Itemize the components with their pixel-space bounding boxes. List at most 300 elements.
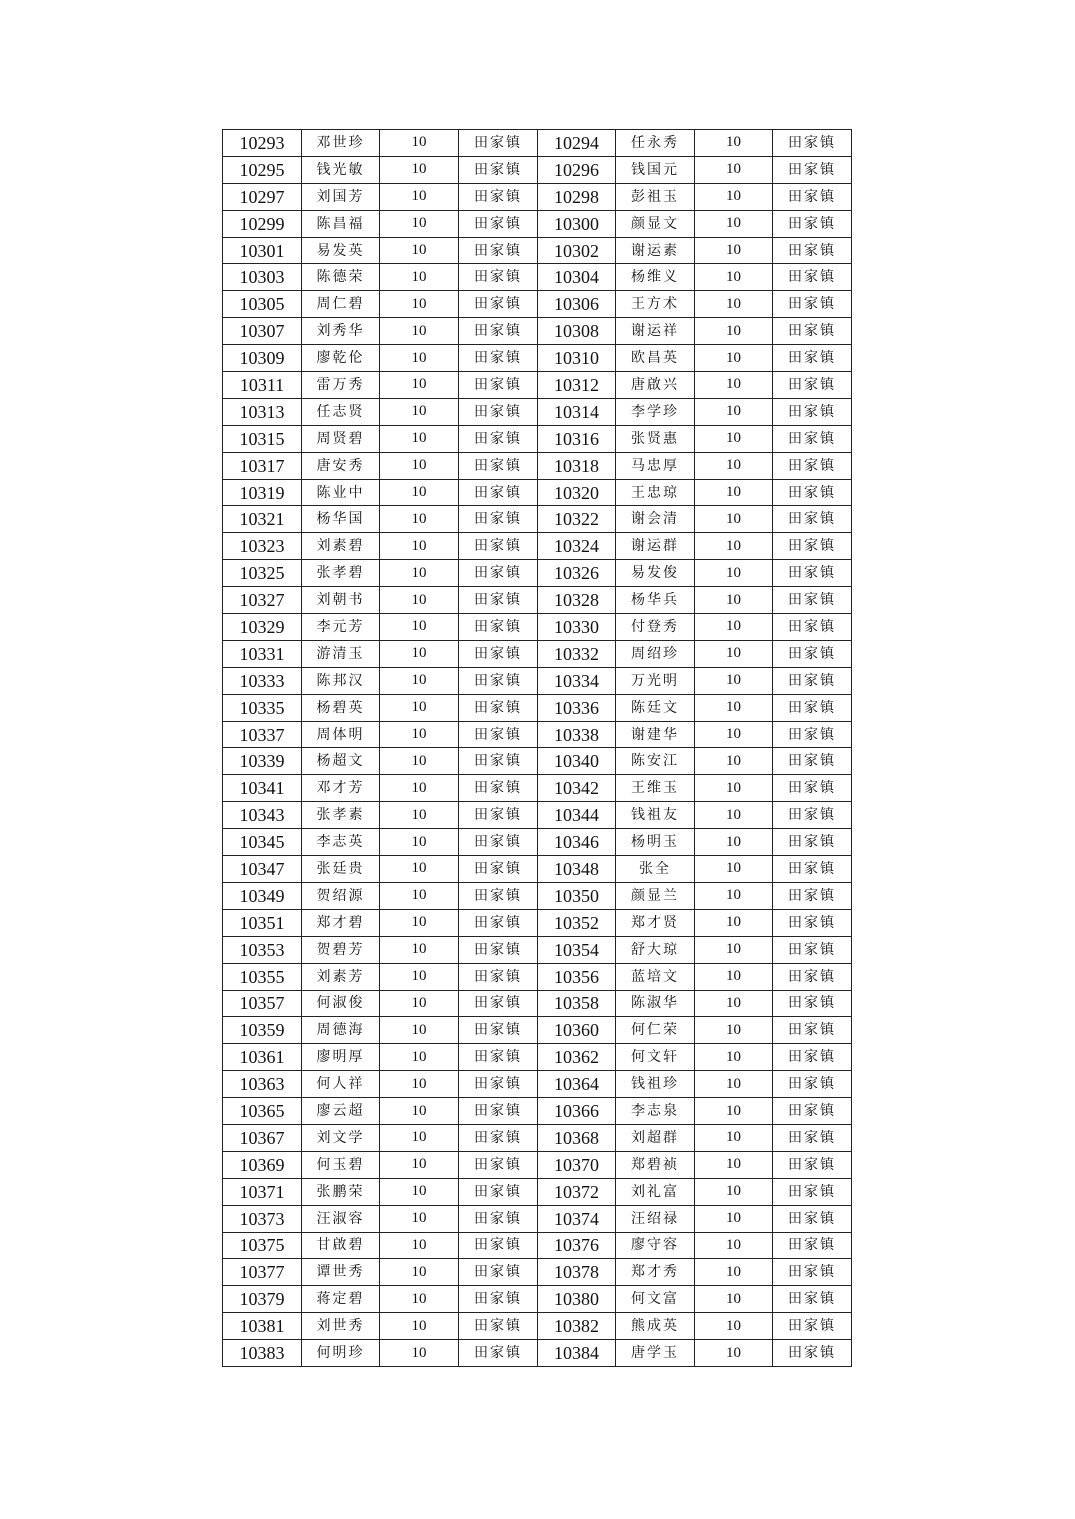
name-cell: 游清玉 (302, 640, 380, 667)
record-id-cell: 10346 (538, 829, 616, 856)
name-cell: 钱国元 (616, 156, 695, 183)
name-cell: 陈廷文 (616, 694, 695, 721)
town-cell: 田家镇 (459, 1313, 538, 1340)
value-cell: 10 (380, 1232, 459, 1259)
record-id-cell: 10298 (538, 183, 616, 210)
table-row (223, 506, 852, 533)
record-id-cell: 10351 (223, 909, 302, 936)
table-row (223, 909, 852, 936)
name-cell: 张孝素 (302, 802, 380, 829)
value-cell: 10 (695, 264, 773, 291)
name-cell: 蒋定碧 (302, 1286, 380, 1313)
record-id-cell: 10375 (223, 1232, 302, 1259)
town-cell: 田家镇 (773, 1098, 852, 1125)
value-cell: 10 (380, 1098, 459, 1125)
record-id-cell: 10363 (223, 1071, 302, 1098)
value-cell: 10 (380, 452, 459, 479)
table-row (223, 345, 852, 372)
record-id-cell: 10352 (538, 909, 616, 936)
value-cell: 10 (695, 1205, 773, 1232)
value-cell: 10 (380, 748, 459, 775)
name-cell: 杨华兵 (616, 587, 695, 614)
record-id-cell: 10328 (538, 587, 616, 614)
record-id-cell: 10366 (538, 1098, 616, 1125)
name-cell: 廖明厚 (302, 1044, 380, 1071)
table-row (223, 748, 852, 775)
name-cell: 何仁荣 (616, 1017, 695, 1044)
name-cell: 张孝碧 (302, 560, 380, 587)
value-cell: 10 (380, 398, 459, 425)
name-cell: 熊成英 (616, 1313, 695, 1340)
table-row (223, 1178, 852, 1205)
name-cell: 汪绍禄 (616, 1205, 695, 1232)
name-cell: 唐啟兴 (616, 372, 695, 399)
name-cell: 郑才贤 (616, 909, 695, 936)
name-cell: 刘超群 (616, 1124, 695, 1151)
record-id-cell: 10335 (223, 694, 302, 721)
town-cell: 田家镇 (459, 156, 538, 183)
value-cell: 10 (380, 1340, 459, 1367)
record-id-cell: 10345 (223, 829, 302, 856)
record-id-cell: 10318 (538, 452, 616, 479)
value-cell: 10 (695, 694, 773, 721)
value-cell: 10 (380, 1017, 459, 1044)
town-cell: 田家镇 (459, 936, 538, 963)
roster-body (223, 130, 852, 1367)
town-cell: 田家镇 (773, 183, 852, 210)
name-cell: 刘秀华 (302, 318, 380, 345)
table-row (223, 963, 852, 990)
name-cell: 任志贤 (302, 398, 380, 425)
value-cell: 10 (695, 237, 773, 264)
value-cell: 10 (695, 1017, 773, 1044)
town-cell: 田家镇 (459, 1286, 538, 1313)
town-cell: 田家镇 (773, 398, 852, 425)
value-cell: 10 (695, 1259, 773, 1286)
town-cell: 田家镇 (773, 775, 852, 802)
record-id-cell: 10364 (538, 1071, 616, 1098)
table-row (223, 1232, 852, 1259)
town-cell: 田家镇 (459, 882, 538, 909)
table-row (223, 291, 852, 318)
town-cell: 田家镇 (773, 990, 852, 1017)
name-cell: 颜显兰 (616, 882, 695, 909)
value-cell: 10 (380, 1151, 459, 1178)
name-cell: 周贤碧 (302, 425, 380, 452)
record-id-cell: 10297 (223, 183, 302, 210)
value-cell: 10 (380, 990, 459, 1017)
name-cell: 郑才秀 (616, 1259, 695, 1286)
name-cell: 廖乾伦 (302, 345, 380, 372)
town-cell: 田家镇 (459, 264, 538, 291)
value-cell: 10 (695, 533, 773, 560)
record-id-cell: 10313 (223, 398, 302, 425)
value-cell: 10 (380, 506, 459, 533)
town-cell: 田家镇 (773, 963, 852, 990)
town-cell: 田家镇 (773, 156, 852, 183)
table-row (223, 990, 852, 1017)
record-id-cell: 10383 (223, 1340, 302, 1367)
record-id-cell: 10348 (538, 856, 616, 883)
name-cell: 谢运群 (616, 533, 695, 560)
town-cell: 田家镇 (459, 372, 538, 399)
name-cell: 陈邦汉 (302, 667, 380, 694)
table-row (223, 560, 852, 587)
value-cell: 10 (380, 264, 459, 291)
record-id-cell: 10382 (538, 1313, 616, 1340)
town-cell: 田家镇 (459, 856, 538, 883)
town-cell: 田家镇 (773, 1178, 852, 1205)
value-cell: 10 (380, 318, 459, 345)
roster-table (222, 129, 852, 1367)
record-id-cell: 10339 (223, 748, 302, 775)
name-cell: 刘礼富 (616, 1178, 695, 1205)
town-cell: 田家镇 (773, 237, 852, 264)
table-row (223, 936, 852, 963)
value-cell: 10 (695, 721, 773, 748)
name-cell: 何玉碧 (302, 1151, 380, 1178)
value-cell: 10 (695, 156, 773, 183)
record-id-cell: 10349 (223, 882, 302, 909)
record-id-cell: 10353 (223, 936, 302, 963)
name-cell: 李志英 (302, 829, 380, 856)
table-row (223, 1313, 852, 1340)
name-cell: 易发英 (302, 237, 380, 264)
name-cell: 万光明 (616, 667, 695, 694)
value-cell: 10 (380, 640, 459, 667)
name-cell: 周体明 (302, 721, 380, 748)
value-cell: 10 (380, 1286, 459, 1313)
name-cell: 张廷贵 (302, 856, 380, 883)
town-cell: 田家镇 (459, 829, 538, 856)
town-cell: 田家镇 (773, 614, 852, 641)
name-cell: 郑才碧 (302, 909, 380, 936)
value-cell: 10 (695, 1178, 773, 1205)
name-cell: 邓才芳 (302, 775, 380, 802)
name-cell: 雷万秀 (302, 372, 380, 399)
table-row (223, 775, 852, 802)
name-cell: 杨华国 (302, 506, 380, 533)
value-cell: 10 (380, 936, 459, 963)
value-cell: 10 (695, 829, 773, 856)
name-cell: 贺绍源 (302, 882, 380, 909)
town-cell: 田家镇 (773, 640, 852, 667)
town-cell: 田家镇 (459, 479, 538, 506)
value-cell: 10 (695, 1151, 773, 1178)
value-cell: 10 (695, 990, 773, 1017)
record-id-cell: 10317 (223, 452, 302, 479)
table-row (223, 130, 852, 157)
value-cell: 10 (380, 856, 459, 883)
name-cell: 彭祖玉 (616, 183, 695, 210)
town-cell: 田家镇 (459, 1178, 538, 1205)
town-cell: 田家镇 (459, 587, 538, 614)
name-cell: 何文轩 (616, 1044, 695, 1071)
value-cell: 10 (380, 156, 459, 183)
value-cell: 10 (380, 130, 459, 157)
record-id-cell: 10355 (223, 963, 302, 990)
table-row (223, 587, 852, 614)
value-cell: 10 (695, 291, 773, 318)
name-cell: 杨明玉 (616, 829, 695, 856)
value-cell: 10 (695, 506, 773, 533)
name-cell: 刘朝书 (302, 587, 380, 614)
value-cell: 10 (380, 1178, 459, 1205)
value-cell: 10 (380, 345, 459, 372)
town-cell: 田家镇 (459, 237, 538, 264)
value-cell: 10 (380, 802, 459, 829)
town-cell: 田家镇 (773, 1286, 852, 1313)
town-cell: 田家镇 (773, 210, 852, 237)
table-row (223, 1098, 852, 1125)
value-cell: 10 (380, 291, 459, 318)
record-id-cell: 10381 (223, 1313, 302, 1340)
town-cell: 田家镇 (773, 829, 852, 856)
town-cell: 田家镇 (459, 318, 538, 345)
record-id-cell: 10376 (538, 1232, 616, 1259)
value-cell: 10 (380, 533, 459, 560)
town-cell: 田家镇 (459, 1232, 538, 1259)
name-cell: 王忠琼 (616, 479, 695, 506)
value-cell: 10 (695, 748, 773, 775)
name-cell: 张鹏荣 (302, 1178, 380, 1205)
name-cell: 欧昌英 (616, 345, 695, 372)
town-cell: 田家镇 (773, 721, 852, 748)
town-cell: 田家镇 (459, 694, 538, 721)
value-cell: 10 (695, 210, 773, 237)
name-cell: 杨碧英 (302, 694, 380, 721)
value-cell: 10 (695, 398, 773, 425)
town-cell: 田家镇 (459, 667, 538, 694)
town-cell: 田家镇 (773, 1017, 852, 1044)
value-cell: 10 (380, 1259, 459, 1286)
value-cell: 10 (380, 909, 459, 936)
table-row (223, 1044, 852, 1071)
record-id-cell: 10309 (223, 345, 302, 372)
town-cell: 田家镇 (459, 721, 538, 748)
record-id-cell: 10374 (538, 1205, 616, 1232)
value-cell: 10 (380, 237, 459, 264)
table-row (223, 1259, 852, 1286)
table-row (223, 237, 852, 264)
town-cell: 田家镇 (459, 990, 538, 1017)
town-cell: 田家镇 (773, 291, 852, 318)
record-id-cell: 10365 (223, 1098, 302, 1125)
record-id-cell: 10295 (223, 156, 302, 183)
town-cell: 田家镇 (459, 210, 538, 237)
name-cell: 张贤惠 (616, 425, 695, 452)
value-cell: 10 (380, 721, 459, 748)
record-id-cell: 10342 (538, 775, 616, 802)
name-cell: 李元芳 (302, 614, 380, 641)
record-id-cell: 10380 (538, 1286, 616, 1313)
value-cell: 10 (380, 479, 459, 506)
value-cell: 10 (695, 775, 773, 802)
table-row (223, 210, 852, 237)
name-cell: 唐安秀 (302, 452, 380, 479)
name-cell: 廖云超 (302, 1098, 380, 1125)
table-row (223, 425, 852, 452)
value-cell: 10 (695, 318, 773, 345)
town-cell: 田家镇 (773, 587, 852, 614)
name-cell: 刘文学 (302, 1124, 380, 1151)
record-id-cell: 10360 (538, 1017, 616, 1044)
record-id-cell: 10368 (538, 1124, 616, 1151)
name-cell: 钱祖友 (616, 802, 695, 829)
table-row (223, 156, 852, 183)
name-cell: 付登秀 (616, 614, 695, 641)
record-id-cell: 10301 (223, 237, 302, 264)
value-cell: 10 (380, 1205, 459, 1232)
record-id-cell: 10330 (538, 614, 616, 641)
value-cell: 10 (695, 1313, 773, 1340)
record-id-cell: 10312 (538, 372, 616, 399)
name-cell: 李志泉 (616, 1098, 695, 1125)
record-id-cell: 10321 (223, 506, 302, 533)
table-row (223, 1286, 852, 1313)
record-id-cell: 10331 (223, 640, 302, 667)
town-cell: 田家镇 (459, 748, 538, 775)
record-id-cell: 10325 (223, 560, 302, 587)
record-id-cell: 10322 (538, 506, 616, 533)
town-cell: 田家镇 (773, 667, 852, 694)
value-cell: 10 (695, 1071, 773, 1098)
record-id-cell: 10378 (538, 1259, 616, 1286)
record-id-cell: 10315 (223, 425, 302, 452)
town-cell: 田家镇 (773, 802, 852, 829)
town-cell: 田家镇 (773, 1071, 852, 1098)
table-row (223, 372, 852, 399)
value-cell: 10 (380, 614, 459, 641)
value-cell: 10 (380, 425, 459, 452)
table-row (223, 479, 852, 506)
town-cell: 田家镇 (459, 533, 538, 560)
name-cell: 王方术 (616, 291, 695, 318)
record-id-cell: 10371 (223, 1178, 302, 1205)
table-row (223, 694, 852, 721)
record-id-cell: 10359 (223, 1017, 302, 1044)
record-id-cell: 10340 (538, 748, 616, 775)
record-id-cell: 10372 (538, 1178, 616, 1205)
record-id-cell: 10354 (538, 936, 616, 963)
table-row (223, 1151, 852, 1178)
record-id-cell: 10337 (223, 721, 302, 748)
record-id-cell: 10367 (223, 1124, 302, 1151)
record-id-cell: 10361 (223, 1044, 302, 1071)
record-id-cell: 10369 (223, 1151, 302, 1178)
name-cell: 钱光敏 (302, 156, 380, 183)
value-cell: 10 (380, 694, 459, 721)
name-cell: 陈德荣 (302, 264, 380, 291)
town-cell: 田家镇 (459, 614, 538, 641)
value-cell: 10 (695, 856, 773, 883)
value-cell: 10 (380, 560, 459, 587)
value-cell: 10 (380, 183, 459, 210)
value-cell: 10 (380, 667, 459, 694)
town-cell: 田家镇 (773, 479, 852, 506)
record-id-cell: 10333 (223, 667, 302, 694)
record-id-cell: 10324 (538, 533, 616, 560)
record-id-cell: 10323 (223, 533, 302, 560)
name-cell: 周仁碧 (302, 291, 380, 318)
name-cell: 谢会清 (616, 506, 695, 533)
record-id-cell: 10370 (538, 1151, 616, 1178)
value-cell: 10 (380, 882, 459, 909)
table-row (223, 882, 852, 909)
record-id-cell: 10302 (538, 237, 616, 264)
town-cell: 田家镇 (459, 1098, 538, 1125)
table-row (223, 802, 852, 829)
name-cell: 何淑俊 (302, 990, 380, 1017)
record-id-cell: 10307 (223, 318, 302, 345)
value-cell: 10 (695, 882, 773, 909)
record-id-cell: 10305 (223, 291, 302, 318)
value-cell: 10 (380, 1124, 459, 1151)
town-cell: 田家镇 (459, 775, 538, 802)
value-cell: 10 (695, 130, 773, 157)
value-cell: 10 (695, 802, 773, 829)
town-cell: 田家镇 (773, 882, 852, 909)
table-row (223, 398, 852, 425)
town-cell: 田家镇 (773, 1205, 852, 1232)
value-cell: 10 (380, 1313, 459, 1340)
table-row (223, 183, 852, 210)
town-cell: 田家镇 (459, 909, 538, 936)
town-cell: 田家镇 (773, 533, 852, 560)
town-cell: 田家镇 (459, 963, 538, 990)
table-row (223, 856, 852, 883)
record-id-cell: 10357 (223, 990, 302, 1017)
record-id-cell: 10362 (538, 1044, 616, 1071)
record-id-cell: 10314 (538, 398, 616, 425)
name-cell: 陈安江 (616, 748, 695, 775)
record-id-cell: 10304 (538, 264, 616, 291)
town-cell: 田家镇 (773, 694, 852, 721)
name-cell: 杨维义 (616, 264, 695, 291)
record-id-cell: 10296 (538, 156, 616, 183)
name-cell: 周绍珍 (616, 640, 695, 667)
town-cell: 田家镇 (773, 1151, 852, 1178)
value-cell: 10 (695, 452, 773, 479)
town-cell: 田家镇 (459, 425, 538, 452)
record-id-cell: 10316 (538, 425, 616, 452)
value-cell: 10 (695, 667, 773, 694)
table-row (223, 1124, 852, 1151)
name-cell: 杨超文 (302, 748, 380, 775)
table-row (223, 614, 852, 641)
record-id-cell: 10332 (538, 640, 616, 667)
town-cell: 田家镇 (459, 183, 538, 210)
name-cell: 甘啟碧 (302, 1232, 380, 1259)
record-id-cell: 10344 (538, 802, 616, 829)
record-id-cell: 10299 (223, 210, 302, 237)
record-id-cell: 10306 (538, 291, 616, 318)
town-cell: 田家镇 (459, 506, 538, 533)
value-cell: 10 (695, 614, 773, 641)
value-cell: 10 (695, 1124, 773, 1151)
table-row (223, 667, 852, 694)
value-cell: 10 (695, 345, 773, 372)
record-id-cell: 10308 (538, 318, 616, 345)
value-cell: 10 (695, 1232, 773, 1259)
town-cell: 田家镇 (773, 1259, 852, 1286)
town-cell: 田家镇 (459, 452, 538, 479)
town-cell: 田家镇 (773, 1044, 852, 1071)
record-id-cell: 10334 (538, 667, 616, 694)
record-id-cell: 10303 (223, 264, 302, 291)
record-id-cell: 10338 (538, 721, 616, 748)
value-cell: 10 (695, 640, 773, 667)
